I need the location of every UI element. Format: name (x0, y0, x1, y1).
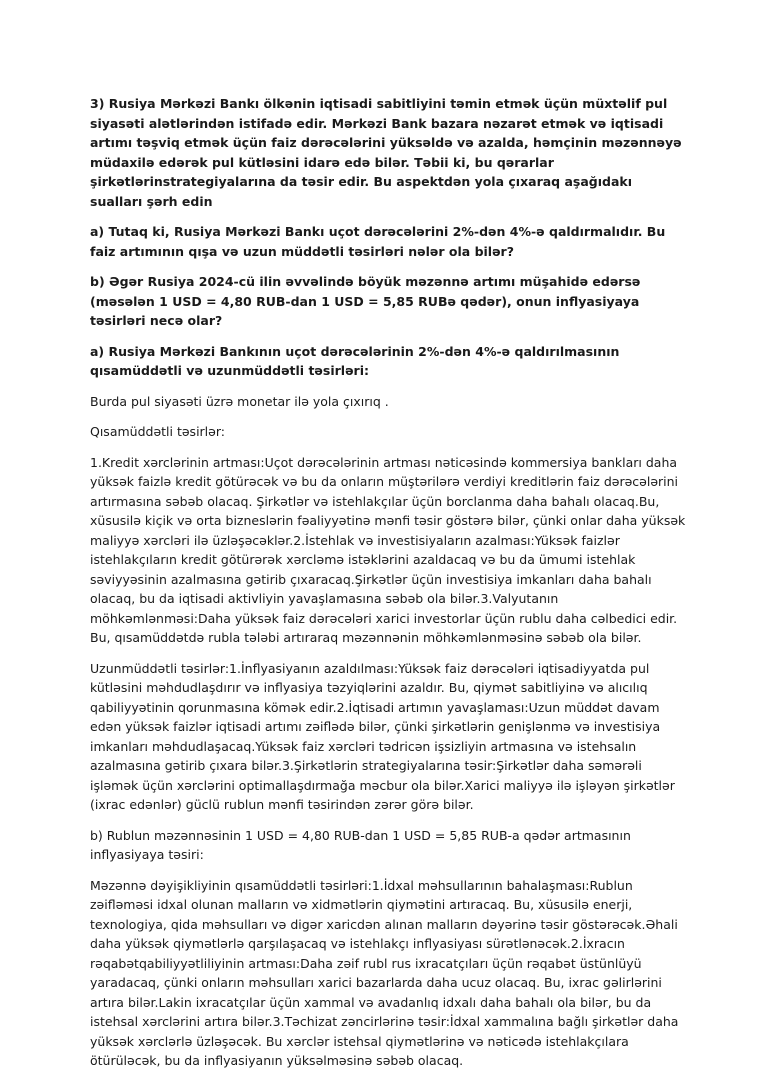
question-a: a) Tutaq ki, Rusiya Mərkəzi Bankı uçot dərəcələrini 2%-dən 4%-ə qaldırmalıdır. Bu faiz artımının qışa və uzun müddətli təsirləri nələr ola bilər? (90, 224, 666, 259)
long-term-effects: Uzunmüddətli təsirlər:1.İnflyasiyanın azaldılması:Yüksək faiz dərəcələri iqtisadiyyatda pul kütləsini məhdudlaşdırır və inflyasiya təzyiqlərini azaldır. Bu, qiymət sabitliyinə və alıcılıq qabiliyyətinin qorunmasına kömək edir.2.İqtisadi artımın yavaşlaması:Uzun müddət davam edən yüksək faizlər iqtisadi artımı zəiflədə bilər, çünki şirkətlərin genişlənmə və investisiya imkanları məhdudlaşacaq.Yüksək faiz xərcləri tədricən işsizliyin artmasına və istehsalın azalmasına gətirib çıxara bilər.3.Şirkətlərin strategiyalarına təsir:Şirkətlər daha səmərəli işləmək üçün xərclərini optimallaşdırmağa məcbur ola bilər.Xarici maliyyə ilə işləyən şirkətlər (ixrac edənlər) güclü rublun mənfi təsirindən zərər görə bilər. (90, 660, 675, 812)
answer-b-heading: b) Rublun məzənnəsinin 1 USD = 4,80 RUB-dan 1 USD = 5,85 RUB-a qədər artmasının inflyasiyaya təsiri: (90, 827, 631, 862)
exchange-rate-effects: Məzənnə dəyişikliyinin qısamüddətli təsirləri:1.İdxal məhsullarının bahalaşması:Rublun zəifləməsi idxal olunan malların və xidmətlərin qiymətini artıracaq. Bu, xüsusilə enerji, texnologiya, qida məhsulları və digər xaricdən alınan malların dəyərinə təsir göstərəcək.Əhali daha yüksək qiymətlərlə qarşılaşacaq və istehlakçı inflyasiyası sürətlənəcək.2.İxracın rəqabətqabiliyyətliliyinin artması:Daha zəif rubl rus ixracatçıları üçün rəqabət üstünlüyü yaradacaq, çünki onların məhsulları xarici bazarlarda daha ucuz olacaq. Bu, ixrac gəlirlərini artıra bilər.Lakin ixracatçılar üçün xammal və avadanlıq idxalı daha bahalı ola bilər, bu da istehsal xərclərini artıra bilər.3.Təchizat zəncirlərinə təsir:İdxal xammalına bağlı şirkətlər daha yüksək xərclərlə üzləşəcək. Bu xərclər istehsal qiymətlərinə və nəticədə istehlakçılara ötürüləcək, bu da inflyasiyanın yüksəlməsinə səbəb olacaq. (90, 877, 679, 1068)
question-intro: 3) Rusiya Mərkəzi Bankı ölkənin iqtisadi sabitliyini təmin etmək üçün müxtəlif pul siyasəti alətlərindən istifadə edir. Mərkəzi Bank bazara nəzarət etmək və iqtisadi artımı təşviq etmək üçün faiz dərəcələrini yüksəldə və azalda, həmçinin məzənnəyə müdaxilə edərək pul kütləsini idarə edə bilər. Təbii ki, bu qərarlar şirkətlərinstrategiyalarına da təsir edir. Bu aspektdən yola çıxaraq aşağıdakı sualları şərh edin (90, 96, 682, 209)
answer-a-heading: a) Rusiya Mərkəzi Bankının uçot dərəcələrinin 2%-dən 4%-ə qaldırılmasının qısamüddətli və uzunmüddətli təsirləri: (90, 343, 620, 378)
answer-a-intro: Burda pul siyasəti üzrə monetar ilə yola çıxırıq . (90, 393, 389, 409)
question-b: b) Əgər Rusiya 2024-cü ilin əvvəlində böyük məzənnə artımı müşahidə edərsə (məsələn 1 USD = 4,80 RUB-dan 1 USD = 5,85 RUBə qədər), onun inflyasiyaya təsirləri necə olar? (90, 274, 641, 328)
short-term-heading: Qısamüddətli təsirlər: (90, 424, 225, 439)
document-page (90, 94, 688, 1071)
short-term-effects: 1.Kredit xərclərinin artması:Uçot dərəcələrinin artması nəticəsində kommersiya bankları daha yüksək faizlə kredit götürəcək və bu da onların müştərilərə verdiyi kreditlərin faiz dərəcələrini artırmasına səbəb olacaq. Şirkətlər və istehlakçılar üçün borclanma daha bahalı olacaq.Bu, xüsusilə kiçik və orta bizneslərin fəaliyyətinə mənfi təsir göstərə bilər, çünki onlar daha yüksək maliyyə xərcləri ilə üzləşəcəklər.2.İstehlak və investisiyaların azalması:Yüksək faizlər istehlakçıların kredit götürərək xərcləmə istəklərini azaldacaq və bu da ümumi istehlak səviyyəsinin azalmasına gətirib çıxaracaq.Şirkətlər üçün investisiya imkanları daha bahalı olacaq, bu da iqtisadi aktivliyin yavaşlamasına səbəb ola bilər.3.Valyutanın möhkəmlənməsi:Daha yüksək faiz dərəcələri xarici investorlar üçün rublu daha cəlbedici edir. Bu, qısamüddətdə rubla tələbi artıraraq məzənnənin möhkəmlənməsinə səbəb ola bilər. (90, 454, 686, 645)
